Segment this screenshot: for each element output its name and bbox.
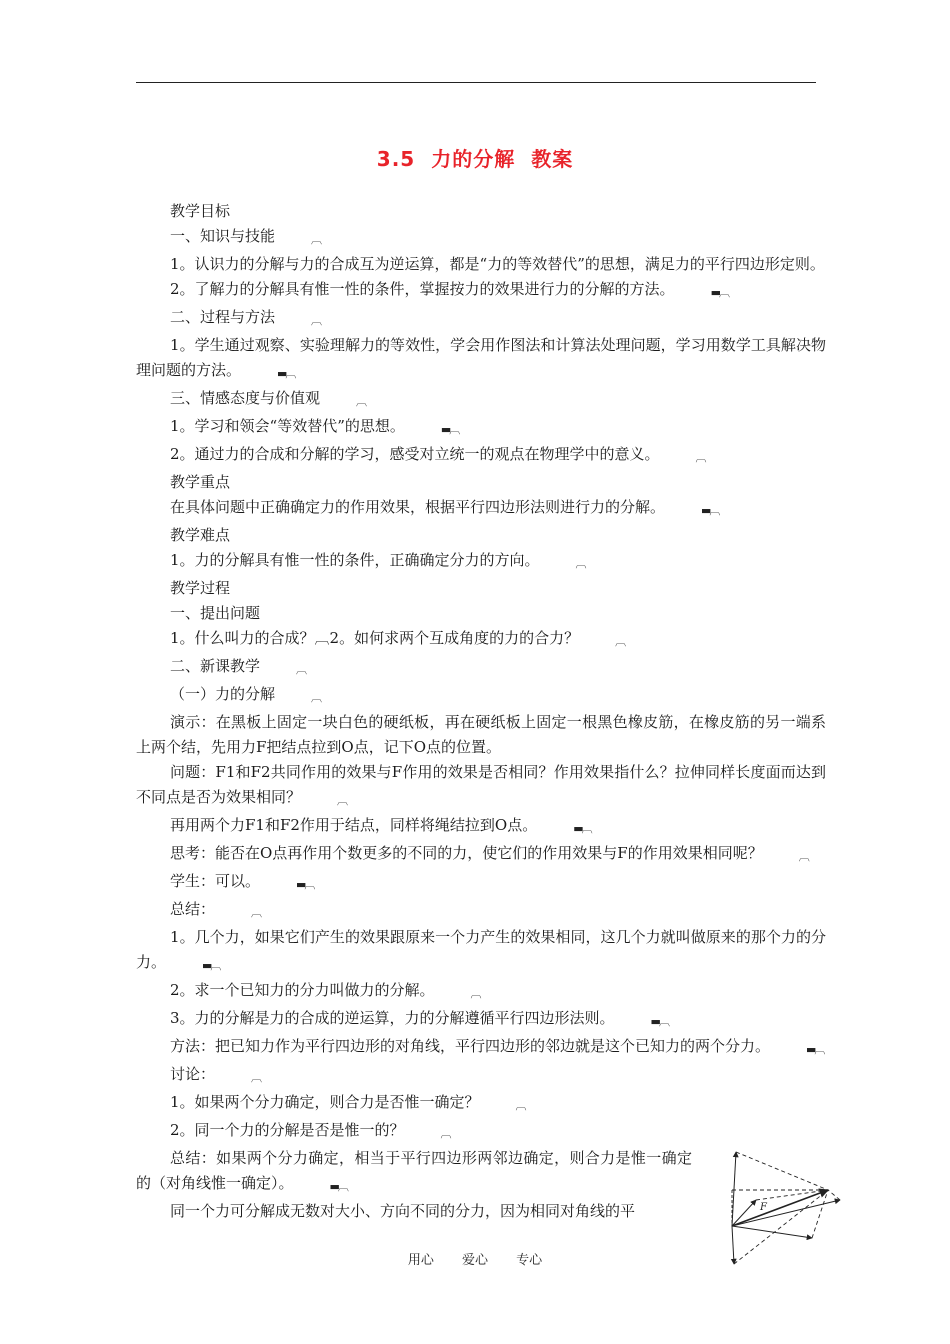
component-arrow [732, 1226, 812, 1238]
paragraph [136, 601, 826, 626]
paragraph-mark-icon: ︹ [311, 233, 321, 246]
paragraph-text: 一、知识与技能 [170, 227, 276, 245]
paragraph-text: 教学难点 [170, 526, 231, 544]
paragraph [136, 897, 826, 925]
paragraph-text: （一）力的分解 [170, 685, 276, 703]
paragraph [136, 252, 826, 277]
paragraph-text: 教学目标 [170, 202, 231, 220]
component-arrow [732, 1152, 736, 1226]
paragraph [136, 925, 826, 978]
paragraph-text: 1。学生通过观察、实验理解力的等效性，学会用作图法和计算法处理问题，学习用数学工具解决物理问题的方法。 [136, 336, 826, 379]
paragraph-mark-icon: ▬︹ [650, 1015, 668, 1028]
paragraph-text: 2。通过力的合成和分解的学习，感受对立统一的观点在物理学中的意义。 [170, 445, 660, 463]
paragraph-text: 3。力的分解是力的合成的逆运算，力的分解遵循平行四边形法则。 [170, 1009, 615, 1027]
paragraph-text: 1。学习和领会“等效替代”的思想。 [170, 417, 405, 435]
paragraph-mark-icon: ︹ [251, 906, 261, 919]
paragraph-mark-icon: ▬︹ [202, 959, 220, 972]
paragraph [136, 442, 826, 470]
paragraph-text: 2。同一个力的分解是否是惟一的？ [170, 1121, 405, 1139]
resultant-force-arrow [732, 1190, 828, 1226]
paragraph [136, 710, 826, 760]
paragraph-text: 问题：F1和F2共同作用的效果与F作用的效果是否相同？作用效果指什么？拉伸同样长度面而达到不同点是否为效果相同？ [136, 763, 826, 806]
paragraph-mark-icon: ︹ [575, 557, 585, 570]
paragraph-text: 总结：如果两个分力确定，相当于平行四边形两邻边确定，则合力是惟一确定的（对角线惟一确定）。 [136, 1149, 692, 1192]
paragraph-mark-icon: ▬︹ [573, 822, 591, 835]
paragraph-text: 2。求一个已知力的分力叫做力的分解。 [170, 981, 435, 999]
paragraph [136, 495, 826, 523]
paragraph [136, 333, 826, 386]
paragraph [136, 869, 826, 897]
paragraph [136, 386, 826, 414]
paragraph-text: 1。如果两个分力确定，则合力是否惟一确定？ [170, 1093, 480, 1111]
paragraph [136, 576, 826, 601]
paragraph-text: 教学过程 [170, 579, 231, 597]
paragraph [136, 654, 826, 682]
paragraph-text: 1。认识力的分解与力的合成互为逆运算，都是“力的等效替代”的思想，满足力的平行四边形定则。 [170, 255, 825, 273]
paragraph [136, 813, 826, 841]
paragraph-text: 学生：可以。 [170, 872, 261, 890]
title-suffix: 教案 [531, 147, 574, 171]
paragraph [136, 224, 826, 252]
page-title [0, 143, 950, 172]
paragraph [136, 682, 826, 710]
paragraph [136, 1006, 826, 1034]
paragraph [136, 277, 826, 305]
paragraph-text: 方法：把已知力作为平行四边形的对角线，平行四边形的邻边就是这个已知力的两个分力。 [170, 1037, 771, 1055]
footer-right: 专心 [516, 1253, 543, 1268]
paragraph-text: 二、新课教学 [170, 657, 261, 675]
paragraph [136, 760, 826, 813]
paragraph [136, 523, 826, 548]
paragraph-mark-icon: ︹ [356, 395, 366, 408]
paragraph-mark-icon: ︹ [695, 451, 705, 464]
paragraph [136, 199, 826, 224]
paragraph-text: 讨论： [170, 1065, 216, 1083]
paragraph-mark-icon: ▬︹ [710, 286, 728, 299]
paragraph-mark-icon: ︹ [470, 987, 480, 1000]
paragraph [136, 1034, 826, 1062]
document-body [136, 199, 826, 1224]
paragraph [136, 1146, 692, 1199]
paragraph-mark-icon: ▬︹ [701, 504, 719, 517]
paragraph-mark-icon: ︹ [798, 850, 808, 863]
paragraph-text: 思考：能否在O点再作用个数更多的不同的力，使它们的作用效果与F的作用效果相同呢？ [170, 844, 763, 862]
paragraph [136, 978, 826, 1006]
paragraph-mark-icon: ▬︹ [806, 1043, 824, 1056]
force-label: F [760, 1202, 767, 1213]
paragraph-mark-icon: ︹ [615, 635, 625, 648]
paragraph-text: 同一个力可分解成无数对大小、方向不同的分力，因为相同对角线的平 [170, 1202, 636, 1220]
paragraph-mark-icon: ︹ [296, 663, 306, 676]
paragraph-mark-icon: ︹ [337, 794, 347, 807]
paragraph [136, 548, 826, 576]
paragraph-mark-icon: ︹ [251, 1071, 261, 1084]
footer-left: 用心 [407, 1253, 434, 1268]
paragraph-mark-icon: ︹ [311, 314, 321, 327]
paragraph [136, 305, 826, 333]
paragraph [136, 1199, 692, 1224]
paragraph-mark-icon: ︹ [311, 691, 321, 704]
paragraph-mark-icon: ︹ [440, 1127, 450, 1140]
paragraph-text: 1。几个力，如果它们产生的效果跟原来一个力产生的效果相同，这几个力就叫做原来的那个力的分力。 [136, 928, 826, 971]
paragraph-mark-icon: ▬︹ [277, 367, 295, 380]
paragraph [136, 1062, 826, 1090]
paragraph-text: 演示：在黑板上固定一块白色的硬纸板，再在硬纸板上固定一根黑色橡皮筋，在橡皮筋的另一端系上两个结，先用力F把结点拉到O点，记下O点的位置。 [136, 713, 826, 756]
paragraph-mark-icon: ▬︹ [440, 423, 459, 436]
paragraph-mark-icon: ▬︹ [329, 1180, 347, 1193]
paragraph [136, 626, 826, 654]
paragraph-text: 在具体问题中正确确定力的作用效果，根据平行四边形法则进行力的分解。 [170, 498, 666, 516]
paragraph-text: 教学重点 [170, 473, 231, 491]
paragraph-mark-icon: ▬︹ [296, 878, 314, 891]
paragraph-text: 1。什么叫力的合成？︹2。如何求两个互成角度的力的合力？ [170, 629, 580, 647]
paragraph-text: 2。了解力的分解具有惟一性的条件，掌握按力的效果进行力的分解的方法。 [170, 280, 675, 298]
paragraph [136, 414, 826, 442]
paragraph-text: 再用两个力F1和F2作用于结点，同样将绳结拉到O点。 [170, 816, 538, 834]
page-footer [0, 1249, 950, 1268]
paragraph [136, 1090, 826, 1118]
footer-center: 爱心 [461, 1253, 488, 1268]
title-text: 力的分解 [431, 147, 516, 171]
paragraph [136, 841, 826, 869]
title-number: 3.5 [376, 147, 416, 171]
paragraph-text: 二、过程与方法 [170, 308, 276, 326]
paragraph [136, 470, 826, 495]
paragraph-text: 1。力的分解具有惟一性的条件，正确确定分力的方向。 [170, 551, 540, 569]
paragraph-text: 三、情感态度与价值观 [170, 389, 321, 407]
header-rule [136, 82, 816, 83]
paragraph-text: 总结： [170, 900, 216, 918]
paragraph-mark-icon: ︹ [515, 1099, 525, 1112]
paragraph-text: 一、提出问题 [170, 604, 261, 622]
